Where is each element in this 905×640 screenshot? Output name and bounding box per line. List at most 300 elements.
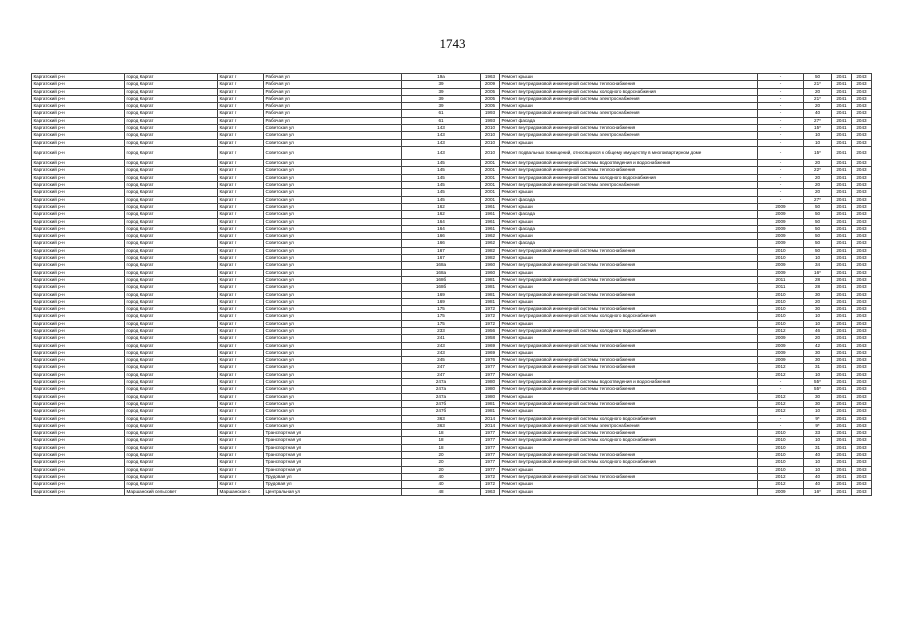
table-cell: - (758, 160, 804, 167)
table-cell: Каргатский р-н (32, 415, 125, 422)
table-cell: Советская ул (264, 167, 402, 174)
table-cell: Советская ул (264, 196, 402, 203)
table-cell: 2043 (852, 225, 872, 232)
table-cell: - (758, 196, 804, 203)
table-cell: Советская ул (264, 320, 402, 327)
table-cell: - (758, 182, 804, 189)
table-cell: 20 (804, 298, 832, 305)
table-cell: Каргат г (218, 335, 264, 342)
table-cell: 48 (402, 488, 481, 495)
table-row (32, 444, 872, 451)
table-cell: 169 (402, 291, 481, 298)
table-cell: 2010 (758, 320, 804, 327)
table-cell: 10 (804, 371, 832, 378)
table-cell: Каргат г (218, 291, 264, 298)
table-cell: 2010 (758, 306, 804, 313)
table-row (32, 211, 872, 218)
table-cell: 2041 (832, 306, 852, 313)
table-cell: 2009 (481, 81, 500, 88)
table-cell: Каргат г (218, 189, 264, 196)
table-cell: Ремонт внутридомовой инженерной системы теплоснабжения (500, 81, 758, 88)
table-cell: 20 (402, 466, 481, 473)
table-cell: Трудовая ул (264, 481, 402, 488)
table-cell: 2014 (481, 422, 500, 429)
table-cell: 2043 (852, 393, 872, 400)
table-cell: Каргат г (218, 430, 264, 437)
table-cell: 2001 (481, 196, 500, 203)
table-cell: Ремонт фасада (500, 240, 758, 247)
table-cell: 2041 (832, 379, 852, 386)
table-cell: 39 (402, 81, 481, 88)
table-cell: 39 (402, 103, 481, 110)
table-cell: 1981 (481, 298, 500, 305)
table-cell: Ремонт внутридомовой инженерной системы холодного водоснабжения (500, 88, 758, 95)
table-cell: 2009 (758, 262, 804, 269)
table-row (32, 225, 872, 232)
table-row (32, 139, 872, 146)
table-cell: Ремонт крыши (500, 408, 758, 415)
table-cell: город Каргат (125, 218, 218, 225)
table-cell: 20 (804, 160, 832, 167)
table-cell: Каргатский р-н (32, 364, 125, 371)
table-cell: Каргат г (218, 103, 264, 110)
table-cell: 18 (402, 437, 481, 444)
table-cell: город Каргат (125, 88, 218, 95)
table-cell: 1961 (481, 218, 500, 225)
table-cell: 2041 (832, 103, 852, 110)
table-cell: Каргатский р-н (32, 189, 125, 196)
table-cell: 2012 (758, 481, 804, 488)
table-cell: 2043 (852, 167, 872, 174)
table-cell: 2043 (852, 247, 872, 254)
table-cell: 2043 (852, 233, 872, 240)
table-cell: 28 (804, 276, 832, 283)
table-cell: 2041 (832, 459, 852, 466)
table-cell: Каргатский р-н (32, 182, 125, 189)
table-cell: Каргат г (218, 371, 264, 378)
table-cell: 164 (402, 225, 481, 232)
table-cell: Каргатский р-н (32, 452, 125, 459)
table-cell: 1977 (481, 452, 500, 459)
table-cell: 20 (804, 189, 832, 196)
table-cell: Каргатский р-н (32, 379, 125, 386)
table-cell: 2043 (852, 386, 872, 393)
table-cell: 2041 (832, 174, 852, 181)
table-cell: 1961 (481, 211, 500, 218)
table-cell: Каргатский р-н (32, 459, 125, 466)
table-cell: Рабочая ул (264, 117, 402, 124)
table-row (32, 466, 872, 473)
table-row (32, 342, 872, 349)
table-cell: Каргат г (218, 74, 264, 81)
table-cell: Каргатский р-н (32, 269, 125, 276)
table-cell: Советская ул (264, 160, 402, 167)
table-row (32, 269, 872, 276)
table-cell: Советская ул (264, 306, 402, 313)
table-cell: город Каргат (125, 211, 218, 218)
table-cell: 10 (804, 313, 832, 320)
table-cell: 46 (804, 327, 832, 334)
table-cell: 10 (804, 132, 832, 139)
table-cell: 9* (804, 415, 832, 422)
table-cell: 2009 (758, 349, 804, 356)
table-cell: Каргатский р-н (32, 313, 125, 320)
table-cell: Советская ул (264, 262, 402, 269)
table-cell: 1982 (481, 247, 500, 254)
table-cell: 2041 (832, 146, 852, 159)
table-cell: 40 (804, 110, 832, 117)
table-cell: 1960 (481, 262, 500, 269)
table-cell: Каргат г (218, 125, 264, 132)
table-cell: 241 (402, 335, 481, 342)
table-cell: Каргат г (218, 160, 264, 167)
table-cell: 1981 (481, 284, 500, 291)
table-cell: Каргатский р-н (32, 298, 125, 305)
table-cell: 2043 (852, 306, 872, 313)
table-cell: 2001 (481, 189, 500, 196)
table-cell: 30 (804, 400, 832, 407)
table-cell: 2041 (832, 269, 852, 276)
table-cell: 2041 (832, 422, 852, 429)
table-cell: 2041 (832, 408, 852, 415)
table-cell: Ремонт внутридомовой инженерной системы электроснабжения (500, 132, 758, 139)
table-cell: 2012 (758, 393, 804, 400)
table-cell: 50 (804, 203, 832, 210)
table-cell: Каргатский р-н (32, 125, 125, 132)
table-cell: 166 (402, 233, 481, 240)
table-cell: город Каргат (125, 415, 218, 422)
table-cell: 2043 (852, 95, 872, 102)
table-cell: город Каргат (125, 146, 218, 159)
table-cell: 2001 (481, 182, 500, 189)
table-cell: Каргат г (218, 167, 264, 174)
table-cell: Ремонт внутридомовой инженерной системы холодного водоснабжения (500, 415, 758, 422)
table-cell: Каргат г (218, 233, 264, 240)
table-cell: 2043 (852, 262, 872, 269)
table-cell: 2043 (852, 452, 872, 459)
table-cell: Каргатский р-н (32, 320, 125, 327)
table-cell: 2041 (832, 371, 852, 378)
table-cell: Советская ул (264, 386, 402, 393)
table-cell: 40 (804, 473, 832, 480)
table-cell: 2010 (758, 291, 804, 298)
table-row (32, 88, 872, 95)
table-cell: 2041 (832, 452, 852, 459)
table-cell: город Каргат (125, 247, 218, 254)
table-cell: Каргатский р-н (32, 481, 125, 488)
table-cell: 168б (402, 276, 481, 283)
table-row (32, 327, 872, 334)
table-cell: Каргатский р-н (32, 335, 125, 342)
table-cell: город Каргат (125, 225, 218, 232)
table-cell: 2043 (852, 146, 872, 159)
table-row (32, 488, 872, 495)
table-cell: Советская ул (264, 139, 402, 146)
table-cell: 2043 (852, 408, 872, 415)
table-cell: Каргат г (218, 117, 264, 124)
table-row (32, 298, 872, 305)
table-cell: город Каргат (125, 110, 218, 117)
table-cell: 2001 (481, 160, 500, 167)
table-cell: Каргат г (218, 174, 264, 181)
table-cell: Каргат г (218, 342, 264, 349)
table-cell: город Каргат (125, 276, 218, 283)
table-cell: город Каргат (125, 298, 218, 305)
table-cell: Каргат г (218, 393, 264, 400)
table-cell: - (758, 125, 804, 132)
table-cell: Ремонт внутридомовой инженерной системы теплоснабжения (500, 473, 758, 480)
table-cell: 2009 (758, 233, 804, 240)
table-cell: 1977 (481, 459, 500, 466)
table-cell: 2043 (852, 240, 872, 247)
table-cell: 2041 (832, 415, 852, 422)
table-cell: Каргат г (218, 408, 264, 415)
table-cell: 1977 (481, 444, 500, 451)
table-cell: 2041 (832, 88, 852, 95)
table-cell: - (758, 81, 804, 88)
page-number: 1743 (439, 36, 466, 51)
table-cell: 2041 (832, 110, 852, 117)
table-cell: 20 (402, 452, 481, 459)
table-cell: Ремонт внутридомовой инженерной системы водоотведения и водоснабжения (500, 379, 758, 386)
table-cell: 10 (804, 459, 832, 466)
table-cell: Советская ул (264, 211, 402, 218)
table-cell: Каргатский р-н (32, 349, 125, 356)
table-row (32, 262, 872, 269)
table-cell: 363 (402, 415, 481, 422)
table-cell: 1956 (481, 327, 500, 334)
table-row (32, 386, 872, 393)
table-cell: Ремонт крыши (500, 103, 758, 110)
table-cell: город Каргат (125, 430, 218, 437)
table-cell: 247 (402, 371, 481, 378)
table-cell: Ремонт крыши (500, 488, 758, 495)
table-cell: 1963 (481, 74, 500, 81)
table-cell: 16* (804, 269, 832, 276)
table-cell: Каргат г (218, 95, 264, 102)
table-cell: город Каргат (125, 349, 218, 356)
table-cell: 1980 (481, 386, 500, 393)
table-row (32, 481, 872, 488)
table-cell: Каргатский р-н (32, 393, 125, 400)
table-cell: 2005 (481, 95, 500, 102)
table-cell: 50 (804, 240, 832, 247)
table-row (32, 146, 872, 159)
table-cell: 2043 (852, 422, 872, 429)
table-cell: 1981 (481, 276, 500, 283)
table-cell: Каргатский р-н (32, 196, 125, 203)
table-cell: 30 (804, 291, 832, 298)
table-cell: Каргатский р-н (32, 327, 125, 334)
table-row (32, 473, 872, 480)
table-cell: Ремонт крыши (500, 349, 758, 356)
table-cell: Каргатский р-н (32, 408, 125, 415)
table-row (32, 189, 872, 196)
table-cell: Каргат г (218, 196, 264, 203)
table-cell: Каргат г (218, 225, 264, 232)
table-cell: 2041 (832, 132, 852, 139)
table-cell: 55* (804, 386, 832, 393)
table-row (32, 218, 872, 225)
table-cell: 2010 (758, 444, 804, 451)
table-cell: город Каргат (125, 233, 218, 240)
table-cell: Каргат г (218, 357, 264, 364)
table-cell: Каргатский р-н (32, 371, 125, 378)
table-cell: 2043 (852, 327, 872, 334)
table-cell: 2043 (852, 357, 872, 364)
table-cell: Маршанское с (218, 488, 264, 495)
table-cell: 2041 (832, 320, 852, 327)
table-cell: Каргат г (218, 203, 264, 210)
table-row (32, 81, 872, 88)
table-cell: Каргат г (218, 379, 264, 386)
table-cell: Ремонт фасада (500, 117, 758, 124)
table-cell: 30 (804, 306, 832, 313)
table-cell: Советская ул (264, 400, 402, 407)
table-cell: Ремонт внутридомовой инженерной системы теплоснабжения (500, 291, 758, 298)
table-cell: 2043 (852, 255, 872, 262)
table-row (32, 196, 872, 203)
table-cell: 10 (804, 437, 832, 444)
table-cell: 2043 (852, 196, 872, 203)
table-cell: Каргат г (218, 437, 264, 444)
table-cell: город Каргат (125, 269, 218, 276)
table-cell: город Каргат (125, 444, 218, 451)
table-cell: 2043 (852, 291, 872, 298)
table-cell: город Каргат (125, 400, 218, 407)
table-cell: Советская ул (264, 327, 402, 334)
table-cell: 10 (804, 255, 832, 262)
table-cell: 143 (402, 125, 481, 132)
table-row (32, 117, 872, 124)
table-cell: 164 (402, 218, 481, 225)
table-cell: 247б (402, 408, 481, 415)
table-cell: 1958 (481, 335, 500, 342)
table-cell: 2041 (832, 481, 852, 488)
table-cell: Ремонт внутридомовой инженерной системы теплоснабжения (500, 452, 758, 459)
table-cell: Каргат г (218, 364, 264, 371)
table-row (32, 393, 872, 400)
table-cell: Каргатский р-н (32, 160, 125, 167)
table-cell: Транспортная ул (264, 430, 402, 437)
table-cell: 1972 (481, 481, 500, 488)
table-cell: город Каргат (125, 306, 218, 313)
table-cell: Ремонт крыши (500, 74, 758, 81)
table-row (32, 95, 872, 102)
table-cell: 145 (402, 182, 481, 189)
table-cell: 50 (804, 233, 832, 240)
table-cell: Каргат г (218, 386, 264, 393)
table-cell: Рабочая ул (264, 110, 402, 117)
table-cell: 1961 (481, 225, 500, 232)
table-cell: Каргатский р-н (32, 262, 125, 269)
table-row (32, 233, 872, 240)
table-cell: Советская ул (264, 269, 402, 276)
table-cell: 1962 (481, 240, 500, 247)
table-cell: Каргатский р-н (32, 139, 125, 146)
table-cell: Каргат г (218, 110, 264, 117)
table-cell: - (758, 74, 804, 81)
table-cell: Ремонт внутридомовой инженерной системы теплоснабжения (500, 342, 758, 349)
table-cell: Рабочая ул (264, 103, 402, 110)
table-cell: Каргат г (218, 313, 264, 320)
table-cell: Каргатский р-н (32, 437, 125, 444)
table-cell: 2009 (758, 357, 804, 364)
table-cell: 2043 (852, 81, 872, 88)
table-cell: 1980 (481, 393, 500, 400)
table-cell: Каргат г (218, 218, 264, 225)
table-row (32, 349, 872, 356)
table-cell: 2043 (852, 74, 872, 81)
table-cell: Каргат г (218, 466, 264, 473)
table-cell: 1993 (481, 110, 500, 117)
table-cell: Каргатский р-н (32, 146, 125, 159)
table-cell: 2043 (852, 349, 872, 356)
table-row (32, 240, 872, 247)
table-cell: 145 (402, 167, 481, 174)
table-cell: Каргатский р-н (32, 473, 125, 480)
table-cell: город Каргат (125, 139, 218, 146)
table-cell: 2043 (852, 269, 872, 276)
table-cell: 1969 (481, 342, 500, 349)
table-cell: 34 (804, 262, 832, 269)
table-cell: 2041 (832, 444, 852, 451)
table-row (32, 408, 872, 415)
table-cell: Ремонт внутридомовой инженерной системы электроснабжения (500, 182, 758, 189)
table-cell: 2043 (852, 335, 872, 342)
registry-body (32, 74, 872, 496)
table-cell: 2043 (852, 379, 872, 386)
table-cell: 2009 (758, 269, 804, 276)
table-cell: 2041 (832, 203, 852, 210)
table-cell: Каргат г (218, 320, 264, 327)
table-cell: - (758, 103, 804, 110)
table-cell: город Каргат (125, 189, 218, 196)
table-cell: 2010 (758, 430, 804, 437)
table-cell: Ремонт крыши (500, 233, 758, 240)
table-cell: 61 (402, 117, 481, 124)
table-cell: 143 (402, 132, 481, 139)
table-cell: 143 (402, 139, 481, 146)
table-cell: город Каргат (125, 393, 218, 400)
table-cell: 2043 (852, 103, 872, 110)
table-cell: 2043 (852, 342, 872, 349)
table-cell: 2010 (481, 132, 500, 139)
table-cell: Ремонт фасада (500, 211, 758, 218)
table-cell: 2043 (852, 110, 872, 117)
table-cell: 1963 (481, 488, 500, 495)
table-cell: Ремонт внутридомовой инженерной системы теплоснабжения (500, 400, 758, 407)
table-cell: 1977 (481, 430, 500, 437)
table-cell: Советская ул (264, 371, 402, 378)
table-cell: 2043 (852, 125, 872, 132)
table-row (32, 167, 872, 174)
table-cell: Ремонт внутридомовой инженерной системы холодного водоснабжения (500, 459, 758, 466)
table-cell: 2041 (832, 189, 852, 196)
table-cell: Центральная ул (264, 488, 402, 495)
table-cell: 2043 (852, 473, 872, 480)
table-cell: 2043 (852, 203, 872, 210)
table-cell: Рабочая ул (264, 74, 402, 81)
table-cell: 1982 (481, 255, 500, 262)
table-cell: Каргат г (218, 211, 264, 218)
table-cell: 18 (402, 430, 481, 437)
table-cell: 2043 (852, 430, 872, 437)
table-cell: Ремонт внутридомовой инженерной системы холодного водоснабжения (500, 174, 758, 181)
table-cell: Советская ул (264, 233, 402, 240)
table-cell: 2041 (832, 437, 852, 444)
table-cell: 39 (402, 88, 481, 95)
